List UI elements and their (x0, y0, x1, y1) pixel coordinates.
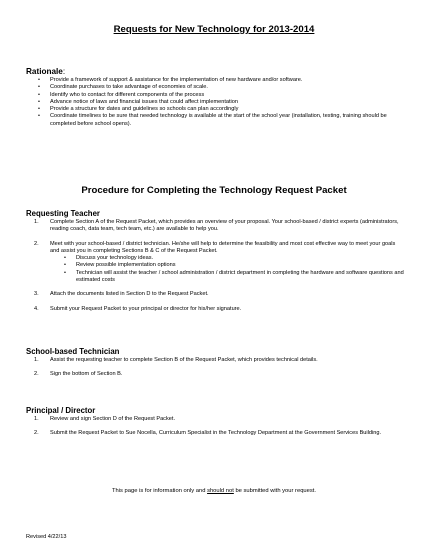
principal-heading: Principal / Director (26, 406, 96, 415)
rationale-heading-colon: : (62, 67, 66, 76)
information-note: This page is for information only and should not be submitted with your request. (112, 488, 316, 494)
procedure-title: Procedure for Completing the Technology Request Packet (81, 185, 347, 196)
bullet-icon: • (38, 77, 40, 83)
rationale-section (26, 67, 406, 128)
rationale-item: • Provide a framework of support & assistance for the implementation of new hardware and/or software. (38, 77, 303, 83)
revision-date: Revised 4/22/13 (26, 534, 67, 540)
rationale-item: • Identify who to contact for different components of the process (38, 91, 205, 98)
step-number: 2. (34, 371, 39, 378)
bullet-icon: • (38, 106, 40, 113)
bullet-icon: • (64, 262, 66, 269)
bullet-icon: • (64, 255, 66, 262)
list-item (26, 241, 406, 285)
bullet-icon: • (38, 113, 40, 120)
rationale-item: • Coordinate purchases to take advantage of economies of scale. (38, 84, 208, 91)
step-number: 3. (34, 291, 39, 298)
requesting-teacher-steps (26, 219, 406, 320)
rationale-item: • Provide a structure for dates and guidelines so schools can plan accordingly (38, 106, 239, 113)
list-item (26, 416, 406, 423)
bullet-icon: • (38, 84, 40, 91)
step-text: Assist the requesting teacher to complete Section B of the Request Packet, which provides technical details. (50, 357, 318, 363)
requesting-teacher-heading: Requesting Teacher (26, 209, 100, 218)
bullet-icon: • (64, 269, 66, 276)
list-item (26, 291, 406, 298)
bullet-icon: • (38, 98, 40, 105)
step-text: Attach the documents listed in Section D to the Request Packet. (50, 291, 209, 298)
step-number: 1. (34, 416, 39, 422)
rationale-heading (26, 67, 406, 76)
step-number: 1. (34, 357, 39, 363)
school-technician-steps (26, 357, 406, 386)
rationale-item: • Advance notice of laws and financial issues that could affect implementation (38, 98, 239, 105)
rationale-list (26, 77, 406, 128)
rationale-heading-label: Rationale (26, 67, 63, 76)
step-text: Submit your Request Packet to your principal or director for his/her signature. (50, 305, 242, 312)
step-text: Review and sign Section D of the Request Packet. (50, 416, 175, 422)
list-item (26, 219, 406, 234)
list-item (26, 430, 406, 437)
step-number: 2. (34, 240, 39, 247)
sub-bullet-item: • Technician will assist the teacher / school administration / district department in completing the hardware and software questions and estimated costs (64, 269, 404, 284)
emphasis-underline: should not (207, 488, 234, 494)
sub-bullet-item: • Review possible implementation options (64, 262, 176, 269)
step-text: Complete Section A of the Request Packet, which provides an overview of your proposal. Your school-based / district experts (administrators, reading coach, data team, tech team, etc.) are available to help you. (50, 219, 399, 233)
list-item (26, 306, 406, 313)
step-text: Submit the Request Packet to Sue Nocella, Curriculum Specialist in the Technology Department at the Government Services Building. (50, 430, 382, 437)
step-text: Meet with your school-based / district technician. He/she will help to determine the feasibility and most cost effective way to meet your goals and assist you in completing Sections B & C of the Request Packet. (50, 240, 396, 254)
step-text: Sign the bottom of Section B. (50, 371, 123, 378)
sub-bullet-list (50, 255, 406, 284)
school-technician-heading: School-based Technician (26, 347, 120, 356)
step-number: 4. (34, 305, 39, 312)
list-item (26, 371, 406, 378)
list-item (26, 357, 406, 364)
rationale-item: • Coordinate timelines to be sure that needed technology is available at the start of the school year (installation, testing, training should be completed before school opens). (38, 113, 387, 127)
sub-bullet-item: • Discuss your technology ideas. (64, 255, 154, 262)
page-title: Requests for New Technology for 2013-2014 (113, 24, 315, 35)
step-number: 2. (34, 430, 39, 437)
principal-steps (26, 416, 406, 445)
step-number: 1. (34, 219, 39, 225)
bullet-icon: • (38, 91, 40, 98)
